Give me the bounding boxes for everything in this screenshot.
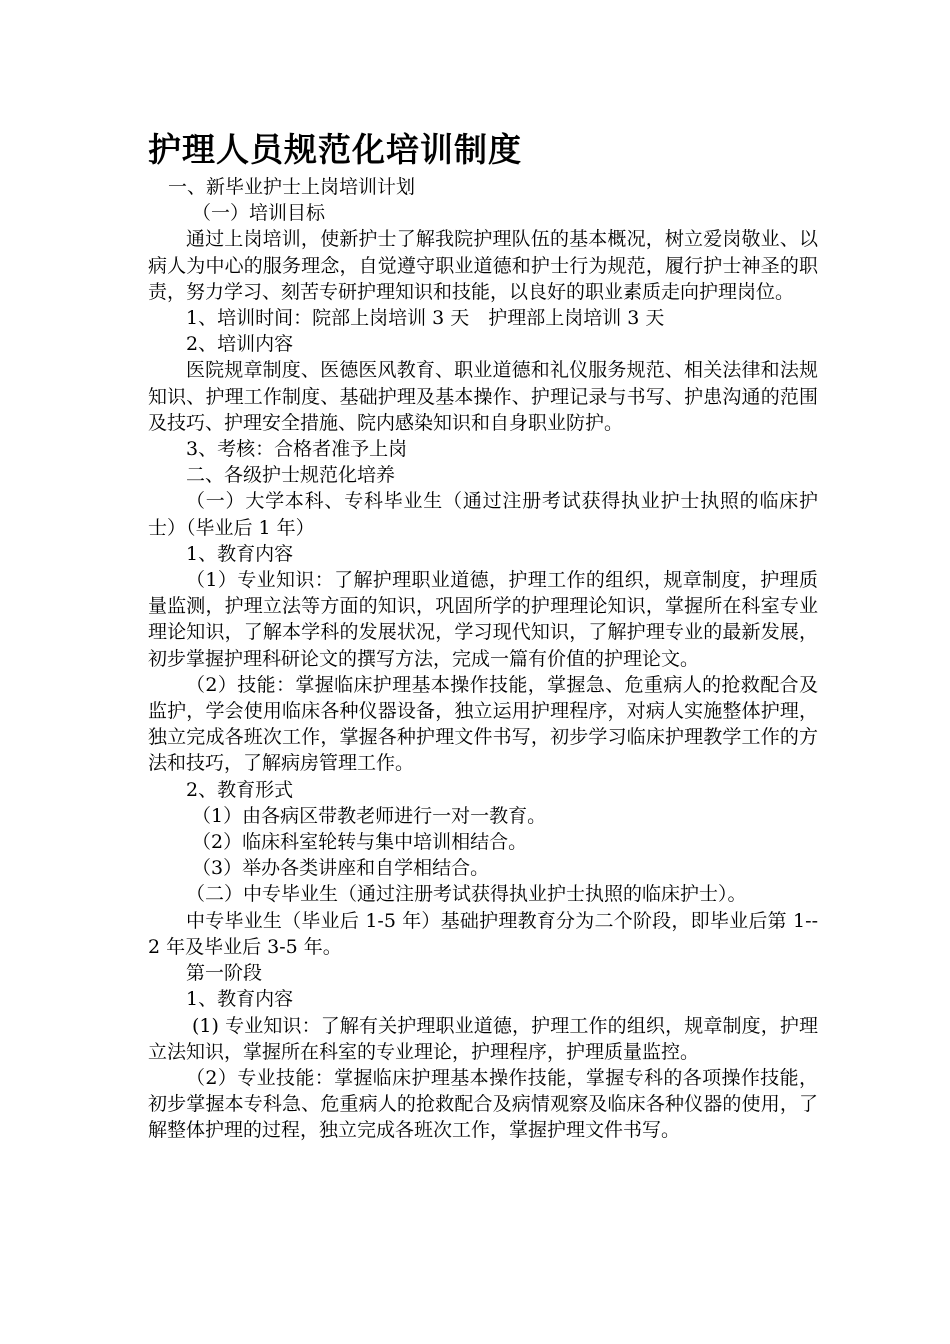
subsection-heading: （二）中专毕业生（通过注册考试获得执业护士执照的临床护士）。 [186,883,747,906]
subsection-heading: （一）大学本科、专科毕业生（通过注册考试获得执业护士执照的临床护士）（毕业后 1 年） [148,490,818,539]
document-title: 护理人员规范化培训制度 [148,130,522,169]
phase-heading: 第一阶段 [186,962,263,985]
list-item: 1、教育内容 [186,988,294,1011]
subsection-heading: （一）培训目标 [192,202,326,225]
document-body [148,128,818,1144]
body-paragraph: 医院规章制度、医德医风教育、职业道德和礼仪服务规范、相关法律和法规知识、护理工作制度、基础护理及基本操作、护理记录与书写、护患沟通的范围及技巧、护理安全措施、院内感染知识和自身职业防护。 [148,359,818,434]
body-paragraph: （2）技能：掌握临床护理基本操作技能，掌握急、危重病人的抢救配合及监护，学会使用临床各种仪器设备，独立运用护理程序，对病人实施整体护理，独立完成各班次工作，掌握各种护理文件书写，初步学习临床护理教学工作的方法和技巧，了解病房管理工作。 [148,673,818,775]
list-item: 2、培训内容 [186,333,294,356]
body-paragraph: （2）专业技能：掌握临床护理基本操作技能，掌握专科的各项操作技能，初步掌握本专科急、危重病人的抢救配合及病情观察及临床各种仪器的使用，了解整体护理的过程，独立完成各班次工作，掌握护理文件书写。 [148,1066,818,1142]
section-heading-1: 一、新毕业护士上岗培训计划 [168,176,416,198]
list-item: 1、教育内容 [186,542,294,565]
section-heading-2: 二、各级护士规范化培养 [186,464,396,487]
list-item: 1、培训时间：院部上岗培训 3 天 护理部上岗培训 3 天 [186,307,665,330]
list-item: 3、考核：合格者准予上岗 [186,438,408,461]
body-paragraph: 通过上岗培训，使新护士了解我院护理队伍的基本概况，树立爱岗敬业、以病人为中心的服务理念，自觉遵守职业道德和护士行为规范，履行护士神圣的职责，努力学习、刻苦专研护理知识和技能，以良好的职业素质走向护理岗位。 [148,228,818,303]
body-paragraph: 中专毕业生（毕业后 1-5 年）基础护理教育分为二个阶段，即毕业后第 1--2 年及毕业后 3-5 年。 [148,909,818,958]
list-item: 2、教育形式 [186,778,294,801]
list-item: （3）举办各类讲座和自学相结合。 [192,857,490,880]
body-paragraph: (1) 专业知识：了解有关护理职业道德，护理工作的组织，规章制度，护理立法知识，掌握所在科室的专业理论，护理程序，护理质量监控。 [148,1014,818,1063]
list-item: （2）临床科室轮转与集中培训相结合。 [192,831,528,854]
list-item: （1）由各病区带教老师进行一对一教育。 [192,804,547,827]
body-paragraph: （1）专业知识：了解护理职业道德，护理工作的组织，规章制度，护理质量监测，护理立法等方面的知识，巩固所学的护理理论知识，掌握所在科室专业理论知识，了解本学科的发展状况，学习现代知识，了解护理专业的最新发展，初步掌握护理科研论文的撰写方法，完成一篇有价值的护理论文。 [148,569,818,670]
